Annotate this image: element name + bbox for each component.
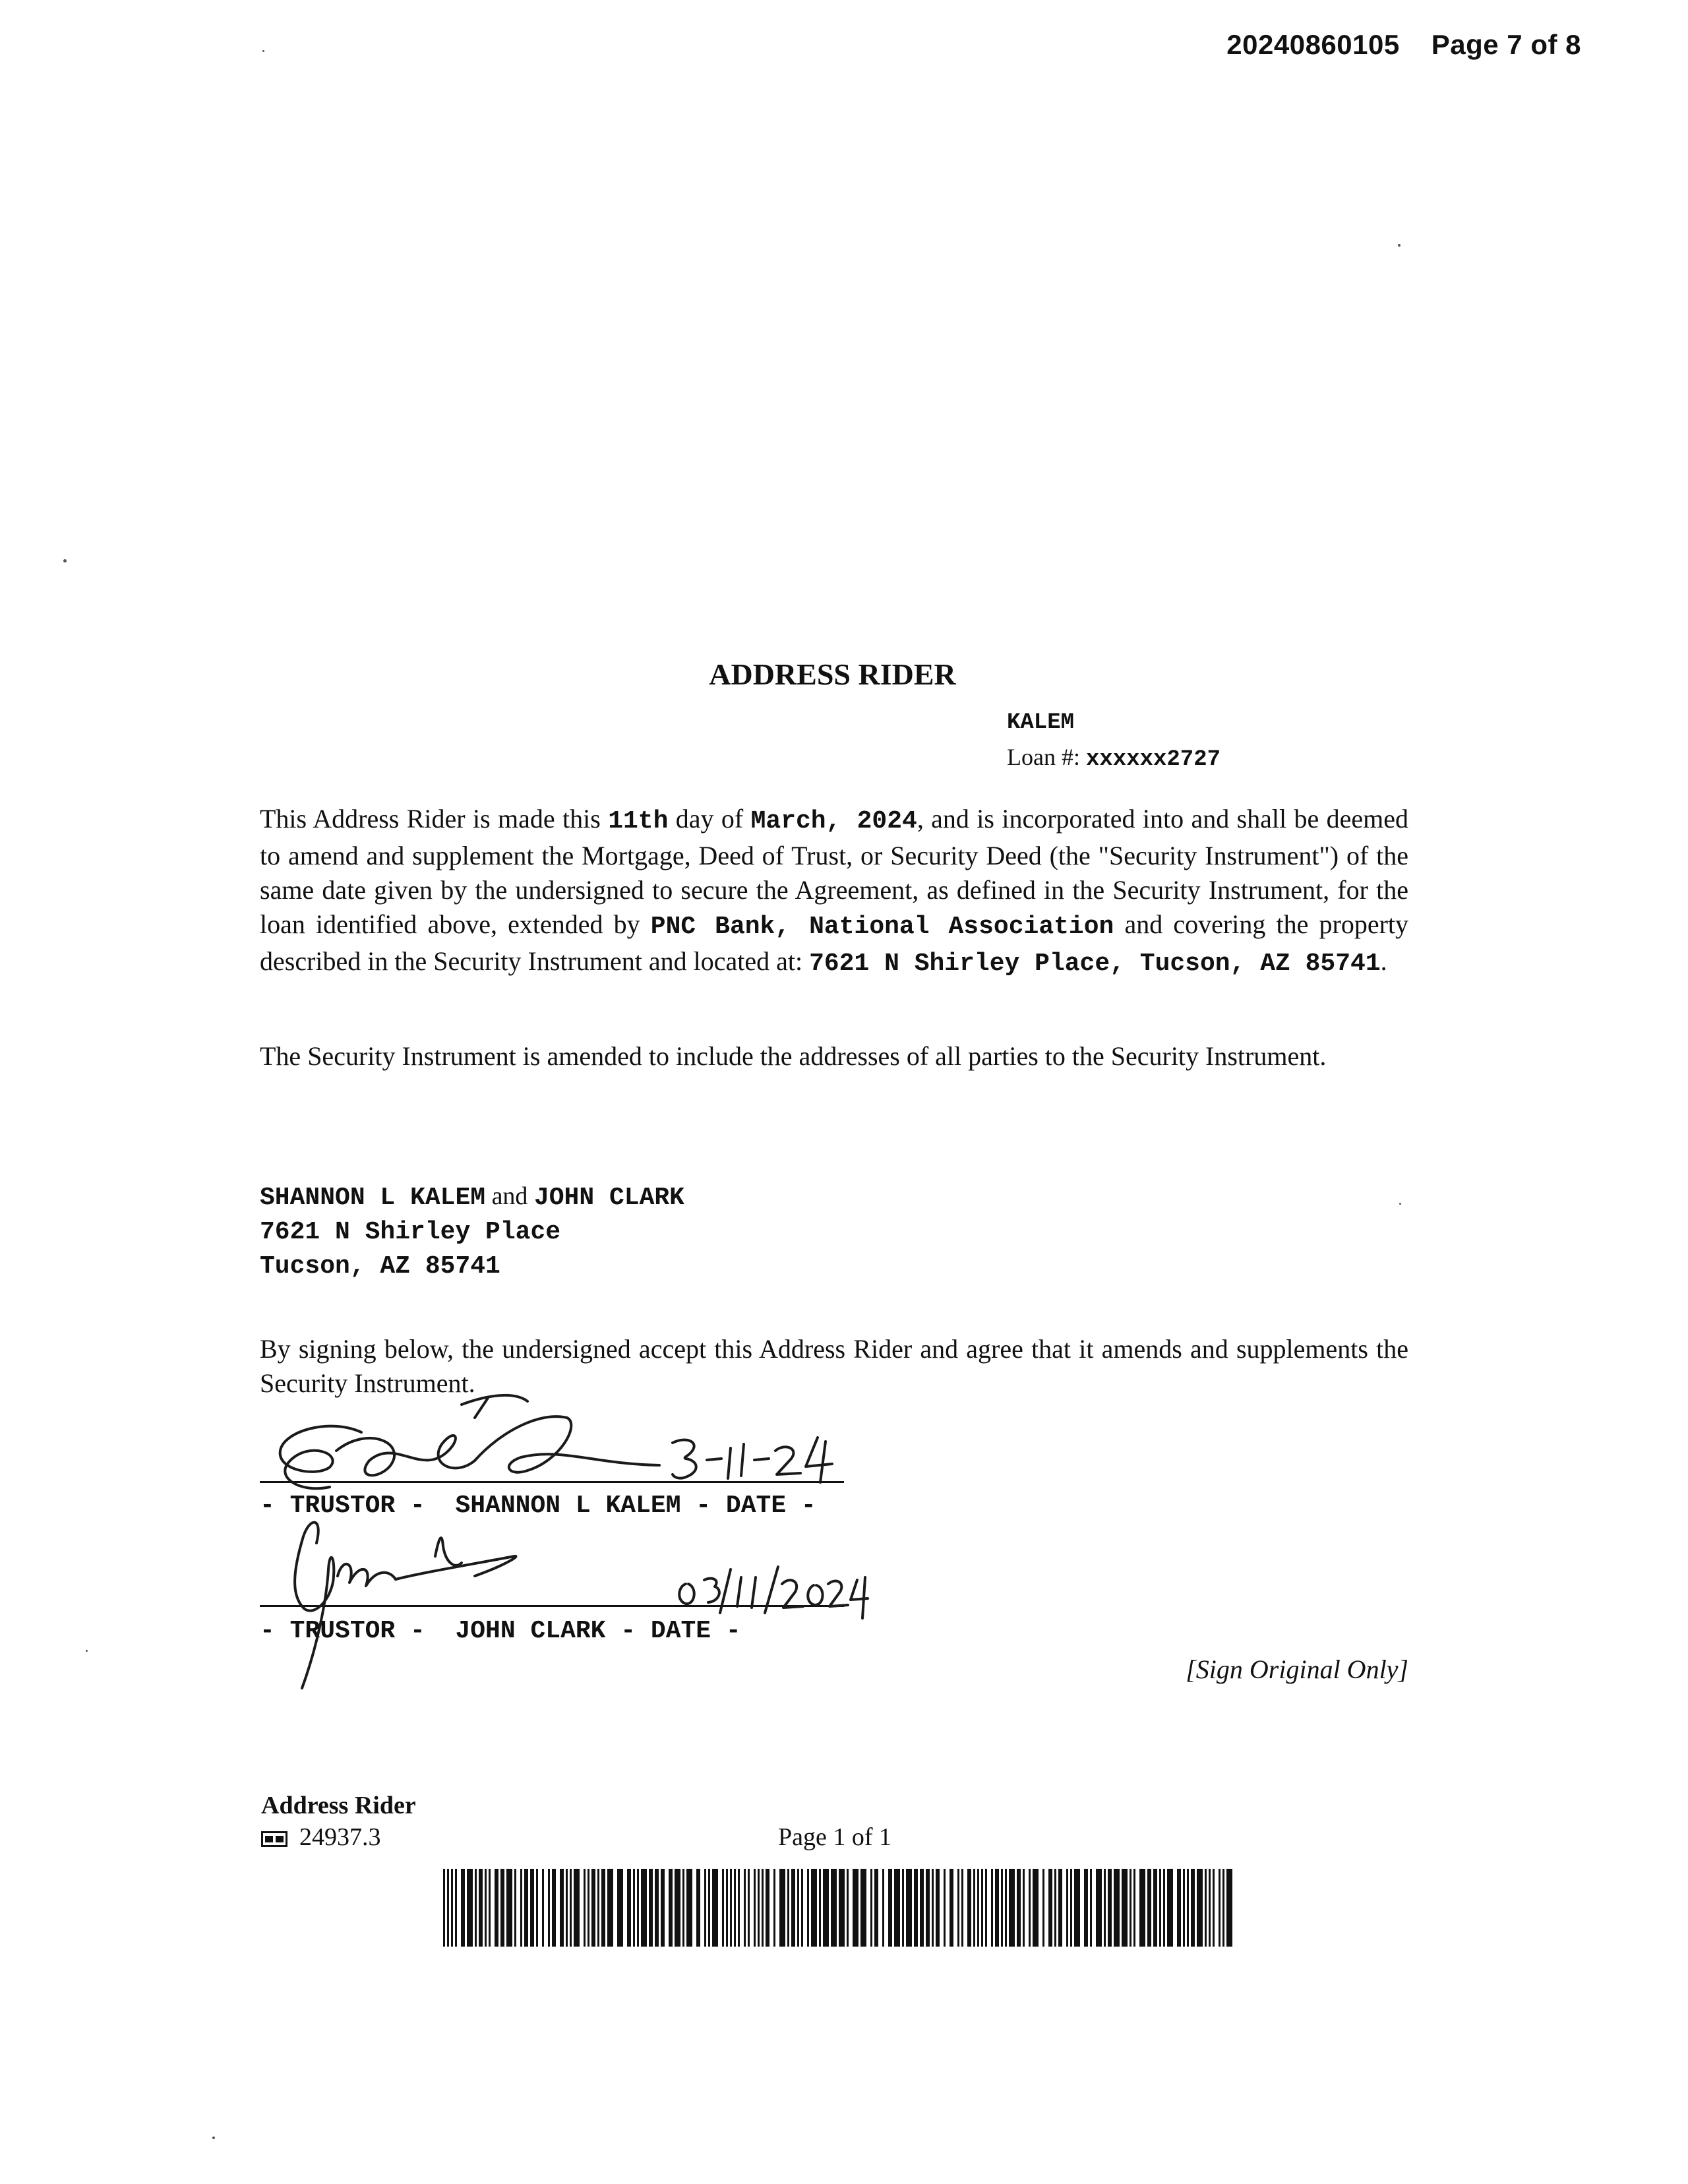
- barcode-bar: [1001, 1869, 1003, 1947]
- document-barcode: [443, 1869, 1234, 1947]
- barcode-bar: [823, 1869, 829, 1947]
- rider-intro-paragraph: [260, 802, 1408, 981]
- barcode-bar: [1159, 1869, 1161, 1947]
- barcode-bar: [1183, 1869, 1185, 1947]
- barcode-bar: [944, 1869, 946, 1947]
- barcode-bar: [936, 1869, 940, 1947]
- barcode-bar: [649, 1869, 653, 1947]
- footer-form-code: [261, 1823, 381, 1852]
- barcode-bar: [748, 1869, 750, 1947]
- barcode-bar: [597, 1869, 599, 1947]
- party-city-state-zip: Tucson, AZ 85741: [260, 1252, 500, 1281]
- barcode-bar: [536, 1869, 538, 1947]
- barcode-bar: [722, 1869, 724, 1947]
- loan-number: xxxxxx2727: [1085, 747, 1221, 772]
- barcode-bar: [902, 1869, 904, 1947]
- parties-address-block: [260, 1179, 684, 1284]
- barcode-bar: [675, 1869, 680, 1947]
- recording-number: 20240860105: [1226, 29, 1400, 60]
- barcode-bar: [1219, 1869, 1221, 1947]
- barcode-bar: [548, 1869, 550, 1947]
- scan-speck: [1399, 1203, 1401, 1205]
- barcode-bar: [627, 1869, 631, 1947]
- barcode-bar: [1213, 1869, 1215, 1947]
- barcode-bar: [500, 1869, 504, 1947]
- borrower-last-name: KALEM: [1007, 710, 1075, 735]
- para1-text-2: day of: [668, 804, 751, 834]
- barcode-bar: [811, 1869, 817, 1947]
- barcode-bar: [801, 1869, 803, 1947]
- barcode-bar: [542, 1869, 544, 1947]
- barcode-bar: [461, 1869, 465, 1947]
- barcode-bar: [773, 1869, 775, 1947]
- barcode-bar: [506, 1869, 512, 1947]
- barcode-bar: [1042, 1869, 1044, 1947]
- barcode-bar: [807, 1869, 809, 1947]
- barcode-bar: [831, 1869, 837, 1947]
- barcode-bar: [1167, 1869, 1173, 1947]
- barcode-bar: [738, 1869, 740, 1947]
- signature-shannon-kalem: [280, 1395, 659, 1488]
- barcode-bar: [1205, 1869, 1207, 1947]
- signature-date-1: [673, 1438, 832, 1482]
- barcode-bar: [669, 1869, 673, 1947]
- acceptance-paragraph: By signing below, the undersigned accept this Address Rider and agree that it amends and supplements the Security Instrument.: [260, 1334, 1408, 1398]
- barcode-bar: [591, 1869, 595, 1947]
- scan-speck: [212, 2137, 215, 2139]
- barcode-bar: [588, 1869, 589, 1947]
- barcode-bar: [1029, 1869, 1031, 1947]
- barcode-bar: [607, 1869, 613, 1947]
- party-name-2: JOHN CLARK: [533, 1184, 684, 1212]
- barcode-bar: [870, 1869, 872, 1947]
- scan-speck: [262, 50, 264, 52]
- barcode-bar: [637, 1869, 639, 1947]
- barcode-bar: [839, 1869, 845, 1947]
- barcode-bar: [1133, 1869, 1135, 1947]
- barcode-bar: [977, 1869, 979, 1947]
- barcode-bar: [797, 1869, 799, 1947]
- barcode-bar: [1054, 1869, 1056, 1947]
- barcode-bar: [995, 1869, 999, 1947]
- barcode-bar: [791, 1869, 795, 1947]
- barcode-bar: [1153, 1869, 1157, 1947]
- footer-form-title: Address Rider: [261, 1792, 416, 1819]
- barcode-bar: [479, 1869, 483, 1947]
- barcode-bar: [1074, 1869, 1080, 1947]
- scan-speck: [1398, 244, 1401, 247]
- loan-number-label: Loan #:: [1007, 744, 1080, 770]
- barcode-bar: [920, 1869, 924, 1947]
- barcode-bar: [985, 1869, 987, 1947]
- barcode-bar: [1017, 1869, 1021, 1947]
- barcode-bar: [860, 1869, 866, 1947]
- barcode-bar: [967, 1869, 971, 1947]
- barcode-bar: [1222, 1869, 1224, 1947]
- barcode-bar: [530, 1869, 534, 1947]
- barcode-bar: [1108, 1869, 1112, 1947]
- amendment-paragraph: The Security Instrument is amended to include the addresses of all parties to the Security Instrument.: [260, 1041, 1327, 1071]
- barcode-bar: [950, 1869, 953, 1947]
- barcode-bar: [455, 1869, 457, 1947]
- barcode-bar: [779, 1869, 785, 1947]
- barcode-bar: [520, 1869, 522, 1947]
- barcode-bar: [633, 1869, 635, 1947]
- barcode-bar: [570, 1869, 572, 1947]
- document-title: ADDRESS RIDER: [709, 657, 956, 691]
- barcode-bar: [495, 1869, 498, 1947]
- barcode-bar: [1066, 1869, 1068, 1947]
- barcode-bar: [514, 1869, 516, 1947]
- barcode-bar: [1009, 1869, 1015, 1947]
- barcode-bar: [1177, 1869, 1181, 1947]
- barcode-bar: [961, 1869, 963, 1947]
- barcode-bar: [762, 1869, 764, 1947]
- barcode-bar: [1226, 1869, 1232, 1947]
- barcode-bar: [708, 1869, 710, 1947]
- barcode-bar: [1209, 1869, 1211, 1947]
- barcode-bar: [787, 1869, 789, 1947]
- barcode-bar: [443, 1869, 445, 1947]
- barcode-bar: [847, 1869, 849, 1947]
- party-street: 7621 N Shirley Place: [260, 1218, 561, 1246]
- lender-name: PNC Bank, National Association: [650, 913, 1114, 941]
- barcode-bar: [1104, 1869, 1106, 1947]
- barcode-bar: [467, 1869, 473, 1947]
- barcode-bar: [489, 1869, 491, 1947]
- barcode-bar: [1096, 1869, 1102, 1947]
- barcode-bar: [734, 1869, 736, 1947]
- barcode-bar: [758, 1869, 760, 1947]
- barcode-bar: [682, 1869, 684, 1947]
- barcode-bar: [1023, 1869, 1025, 1947]
- barcode-bar: [888, 1869, 892, 1947]
- barcode-bar: [906, 1869, 912, 1947]
- para1-text-5: .: [1380, 946, 1387, 976]
- barcode-bar: [601, 1869, 605, 1947]
- para1-text-3: , and is incorporated into and shall be deemed to amend and supplement the Mortgage, Deed of Trust, or Security Deed (the "Security Instrument") of the same date given by the undersigned to secure the Agreement, as defined in the Security Instrument, for the loan identified above, extended by: [260, 804, 1408, 939]
- para1-text-1: This Address Rider is made this: [260, 804, 609, 834]
- signature-caption-2: - TRUSTOR - JOHN CLARK - DATE -: [260, 1617, 741, 1645]
- barcode-bar: [1048, 1869, 1052, 1947]
- barcode-bar: [932, 1869, 934, 1947]
- barcode-bar: [882, 1869, 884, 1947]
- barcode-bar: [973, 1869, 975, 1947]
- barcode-bar: [1163, 1869, 1165, 1947]
- barcode-bar: [704, 1869, 706, 1947]
- barcode-bar: [1033, 1869, 1039, 1947]
- signature-line-1: [260, 1481, 844, 1483]
- barcode-bar: [730, 1869, 732, 1947]
- scan-speck: [86, 1650, 88, 1652]
- signature-line-2: [260, 1605, 844, 1607]
- recording-page-label: Page 7 of 8: [1431, 29, 1581, 60]
- barcode-bar: [819, 1869, 821, 1947]
- barcode-bar: [552, 1869, 556, 1947]
- sign-original-note: [Sign Original Only]: [1186, 1654, 1408, 1684]
- form-vendor-logo-icon: [261, 1831, 287, 1847]
- barcode-bar: [655, 1869, 659, 1947]
- footer-page-number: Page 1 of 1: [778, 1823, 892, 1851]
- barcode-bar: [475, 1869, 477, 1947]
- barcode-bar: [485, 1869, 487, 1947]
- party-conjunction: and: [485, 1182, 534, 1210]
- barcode-bar: [894, 1869, 900, 1947]
- rider-date: March, 2024: [750, 807, 917, 835]
- barcode-bar: [1187, 1869, 1189, 1947]
- recording-header: [1226, 29, 1581, 61]
- barcode-bar: [686, 1869, 692, 1947]
- barcode-bar: [574, 1869, 580, 1947]
- barcode-bar: [641, 1869, 647, 1947]
- barcode-bar: [766, 1869, 769, 1947]
- barcode-bar: [712, 1869, 718, 1947]
- signature-caption-1: - TRUSTOR - SHANNON L KALEM - DATE -: [260, 1492, 816, 1520]
- barcode-bar: [1114, 1869, 1120, 1947]
- barcode-bar: [451, 1869, 453, 1947]
- barcode-bar: [914, 1869, 918, 1947]
- barcode-bar: [524, 1869, 528, 1947]
- barcode-bar: [1197, 1869, 1203, 1947]
- barcode-bar: [1130, 1869, 1131, 1947]
- barcode-bar: [1070, 1869, 1072, 1947]
- barcode-bar: [1084, 1869, 1088, 1947]
- barcode-bar: [447, 1869, 449, 1947]
- barcode-bar: [1139, 1869, 1145, 1947]
- barcode-bar: [1191, 1869, 1195, 1947]
- barcode-bar: [566, 1869, 568, 1947]
- barcode-bar: [726, 1869, 728, 1947]
- form-code-number: 24937.3: [299, 1823, 381, 1851]
- barcode-bar: [853, 1869, 859, 1947]
- barcode-bar: [560, 1869, 564, 1947]
- barcode-bar: [1058, 1869, 1062, 1947]
- signature-date-2: [679, 1567, 868, 1618]
- barcode-bar: [981, 1869, 983, 1947]
- barcode-bar: [696, 1869, 700, 1947]
- barcode-bar: [744, 1869, 746, 1947]
- barcode-bar: [661, 1869, 665, 1947]
- barcode-bar: [754, 1869, 756, 1947]
- barcode-bar: [991, 1869, 993, 1947]
- barcode-bar: [1147, 1869, 1151, 1947]
- property-address: 7621 N Shirley Place, Tucson, AZ 85741: [809, 950, 1381, 978]
- barcode-bar: [584, 1869, 586, 1947]
- barcode-bar: [617, 1869, 623, 1947]
- barcode-bar: [926, 1869, 930, 1947]
- barcode-bar: [957, 1869, 959, 1947]
- barcode-bar: [874, 1869, 878, 1947]
- scan-speck: [63, 559, 67, 562]
- barcode-bar: [1005, 1869, 1007, 1947]
- party-name-1: SHANNON L KALEM: [260, 1184, 486, 1212]
- rider-day: 11th: [608, 807, 669, 835]
- loan-identification: [1007, 706, 1221, 777]
- barcode-bar: [1090, 1869, 1092, 1947]
- barcode-bar: [1122, 1869, 1128, 1947]
- para1-text-4: and covering the property described in the Security Instrument and located at:: [260, 909, 1409, 976]
